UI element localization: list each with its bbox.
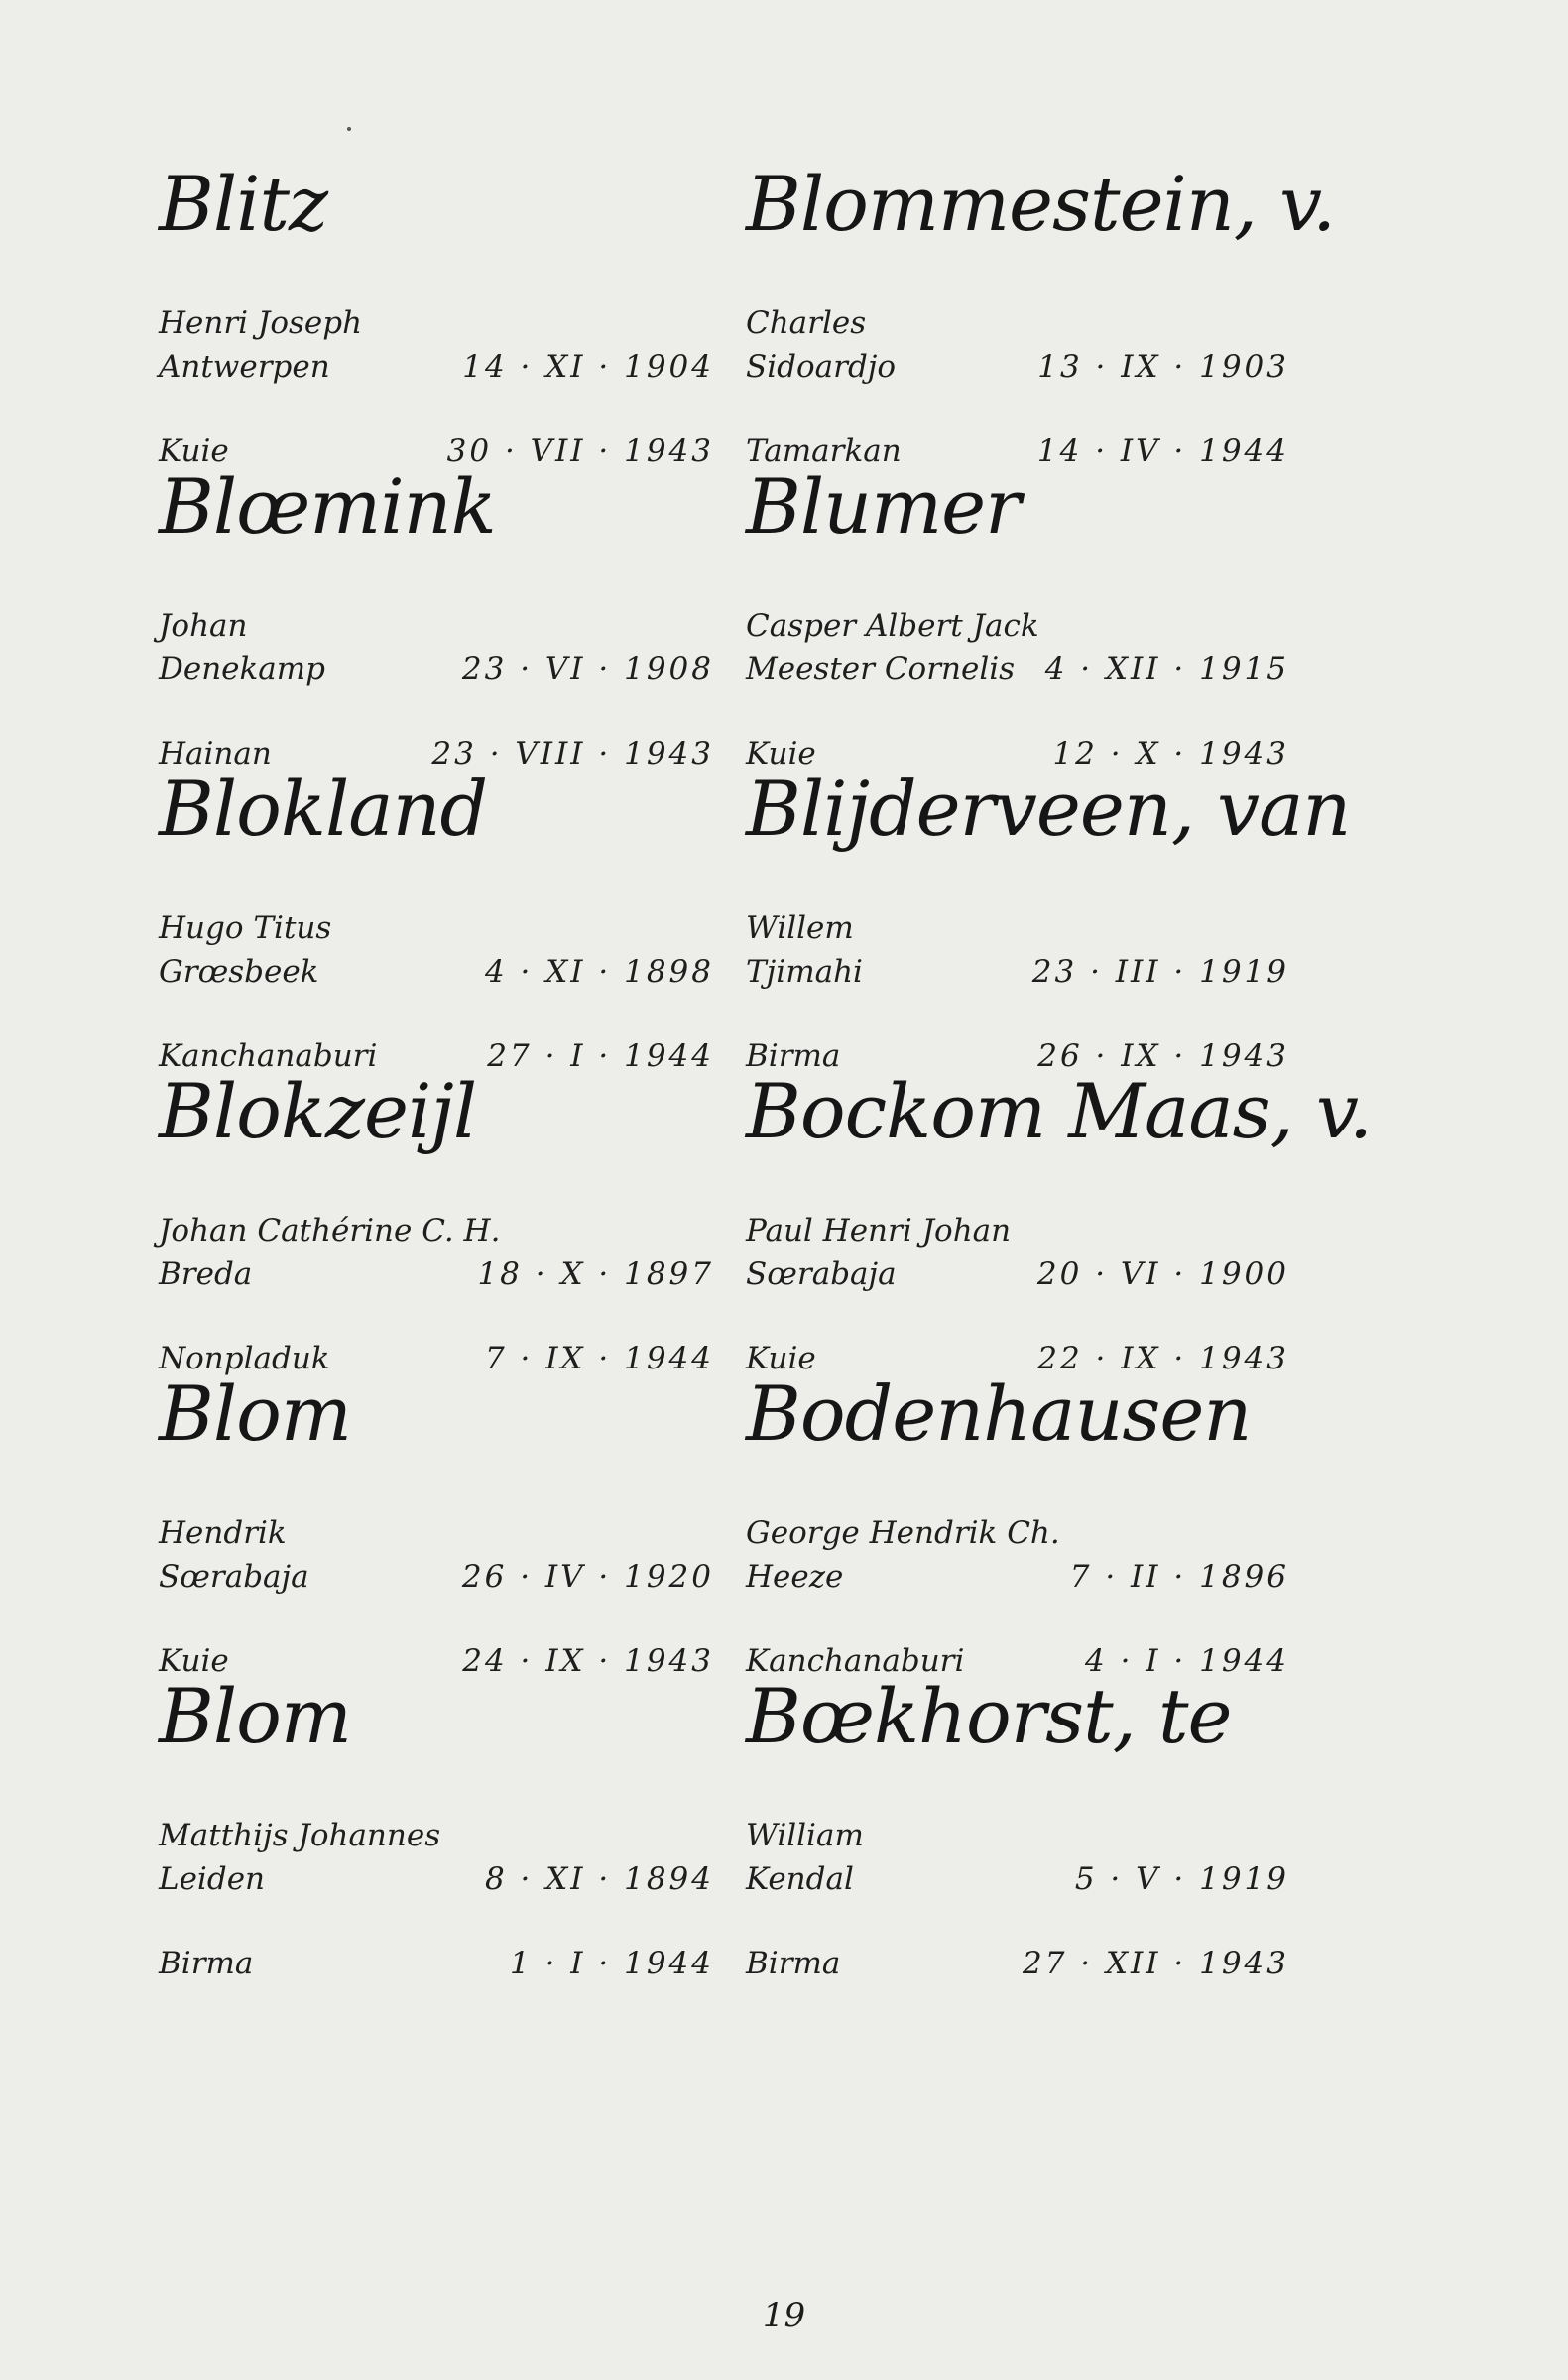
- birth-line: [159, 347, 714, 387]
- death-place: Kuie: [746, 1341, 816, 1376]
- given-names-text: Charles: [746, 305, 867, 341]
- given-names: [159, 1513, 714, 1553]
- birth-line: [159, 1557, 714, 1597]
- death-date: 30 · VII · 1943: [446, 433, 714, 469]
- death-place: Kanchanaburi: [746, 1643, 965, 1679]
- surname: Bœkhorst, te: [746, 1672, 1232, 1760]
- birth-date: 4 · XII · 1915: [1044, 652, 1289, 687]
- birth-date: 26 · IV · 1920: [461, 1559, 714, 1595]
- death-date: 27 · XII · 1943: [1022, 1946, 1289, 1981]
- surname: Blokzeijl: [159, 1067, 477, 1155]
- given-names-text: Hugo Titus: [159, 910, 332, 946]
- birth-place: Grœsbeek: [159, 954, 319, 990]
- surname: Bodenhausen: [746, 1369, 1252, 1458]
- birth-line: [746, 1859, 1301, 1899]
- birth-date: 20 · VI · 1900: [1036, 1256, 1289, 1292]
- death-date: 12 · X · 1943: [1052, 736, 1289, 772]
- surname: Blom: [159, 1369, 351, 1458]
- given-names: [746, 1816, 1301, 1855]
- name-entry: [159, 1368, 714, 1679]
- death-line: [746, 1944, 1301, 1983]
- given-names-text: Matthijs Johannes: [159, 1818, 441, 1853]
- death-place: Hainan: [159, 736, 272, 772]
- given-names-text: Hendrik: [159, 1515, 287, 1551]
- birth-line: [159, 650, 714, 689]
- birth-line: [746, 347, 1301, 387]
- death-place: Kanchanaburi: [159, 1038, 378, 1074]
- given-names-text: Paul Henri Johan: [746, 1213, 1012, 1249]
- name-entry: [746, 764, 1351, 1074]
- given-names: [159, 303, 714, 343]
- surname: Bockom Maas, v.: [746, 1067, 1373, 1155]
- name-entry: [746, 1368, 1301, 1679]
- death-place: Tamarkan: [746, 433, 902, 469]
- left-column: [159, 159, 714, 1981]
- surname: Blœmink: [159, 462, 496, 550]
- death-date: 7 · IX · 1944: [484, 1341, 714, 1376]
- death-place: Kuie: [159, 433, 229, 469]
- birth-line: [159, 1254, 714, 1294]
- name-entry: [746, 1671, 1301, 1981]
- death-place: Nonpladuk: [159, 1341, 330, 1376]
- surname: Blitz: [159, 160, 328, 248]
- given-names-text: George Hendrik Ch.: [746, 1515, 1060, 1551]
- birth-place: Tjimahi: [746, 954, 863, 990]
- birth-place: Denekamp: [159, 652, 326, 687]
- birth-line: [159, 952, 714, 992]
- birth-place: Leiden: [159, 1861, 266, 1897]
- birth-date: 4 · XI · 1898: [484, 954, 714, 990]
- birth-date: 13 · IX · 1903: [1037, 349, 1289, 385]
- birth-place: Sidoardjo: [746, 349, 897, 385]
- surname: Blumer: [746, 462, 1021, 550]
- given-names-text: Johan Cathérine C. H.: [159, 1213, 501, 1249]
- birth-place: Heeze: [746, 1559, 844, 1595]
- birth-date: 14 · XI · 1904: [462, 349, 714, 385]
- given-names: [159, 1816, 714, 1855]
- given-names: [746, 606, 1301, 646]
- given-names: [159, 1211, 714, 1250]
- birth-date: 18 · X · 1897: [477, 1256, 714, 1292]
- given-names: [746, 908, 1301, 948]
- birth-place: Breda: [159, 1256, 253, 1292]
- name-entry: [159, 1066, 714, 1376]
- birth-line: [746, 1557, 1301, 1597]
- death-date: 26 · IX · 1943: [1037, 1038, 1289, 1074]
- given-names-text: Henri Joseph: [159, 305, 363, 341]
- birth-place: Antwerpen: [159, 349, 330, 385]
- death-date: 14 · IV · 1944: [1036, 433, 1289, 469]
- birth-place: Kendal: [746, 1861, 854, 1897]
- birth-date: 23 · VI · 1908: [461, 652, 714, 687]
- death-place: Birma: [159, 1946, 254, 1981]
- right-column: [746, 159, 1373, 1981]
- name-entry: [746, 461, 1301, 772]
- death-date: 27 · I · 1944: [487, 1038, 714, 1074]
- name-entry: [746, 159, 1336, 469]
- death-date: 23 · VIII · 1943: [431, 736, 714, 772]
- death-place: Birma: [746, 1946, 841, 1981]
- birth-place: Sœrabaja: [746, 1256, 897, 1292]
- name-entry: [159, 461, 714, 772]
- death-place: Birma: [746, 1038, 841, 1074]
- given-names-text: Willem: [746, 910, 854, 946]
- given-names-text: William: [746, 1818, 864, 1853]
- birth-place: Meester Cornelis: [746, 652, 1016, 687]
- birth-line: [159, 1859, 714, 1899]
- death-place: Kuie: [746, 736, 816, 772]
- given-names-text: Casper Albert Jack: [746, 608, 1039, 644]
- given-names-text: Johan: [159, 608, 248, 644]
- given-names: [746, 303, 1301, 343]
- birth-line: [746, 952, 1301, 992]
- birth-date: 5 · V · 1919: [1074, 1861, 1289, 1897]
- death-date: 24 · IX · 1943: [462, 1643, 714, 1679]
- birth-date: 8 · XI · 1894: [484, 1861, 714, 1897]
- surname: Blijderveen, van: [746, 765, 1351, 853]
- page-speck: [347, 127, 351, 131]
- given-names: [159, 908, 714, 948]
- death-date: 22 · IX · 1943: [1037, 1341, 1289, 1376]
- given-names: [159, 606, 714, 646]
- name-entry: [159, 1671, 714, 1981]
- death-date: 1 · I · 1944: [510, 1946, 714, 1981]
- birth-line: [746, 1254, 1301, 1294]
- death-place: Kuie: [159, 1643, 229, 1679]
- given-names: [746, 1211, 1301, 1250]
- birth-line: [746, 650, 1301, 689]
- name-entry: [746, 1066, 1373, 1376]
- name-entry: [159, 764, 714, 1074]
- birth-date: 23 · III · 1919: [1031, 954, 1289, 990]
- surname: Blokland: [159, 765, 488, 853]
- death-date: 4 · I · 1944: [1085, 1643, 1289, 1679]
- name-entry: [159, 159, 714, 469]
- surname: Blom: [159, 1672, 351, 1760]
- given-names: [746, 1513, 1301, 1553]
- death-line: [159, 1944, 714, 1983]
- surname: Blommestein, v.: [746, 160, 1336, 248]
- birth-place: Sœrabaja: [159, 1559, 309, 1595]
- birth-date: 7 · II · 1896: [1069, 1559, 1289, 1595]
- page-number: 19: [762, 2296, 806, 2335]
